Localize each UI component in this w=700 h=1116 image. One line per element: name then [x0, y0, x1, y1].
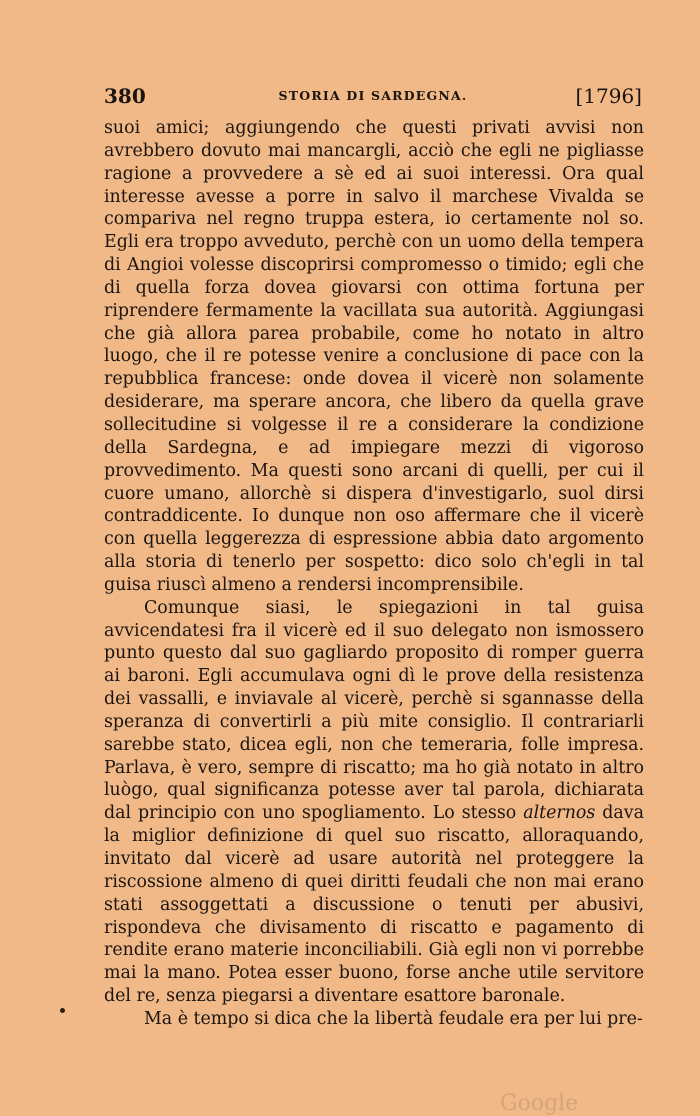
paragraph-text: Comunque siasi, le spiegazioni in tal guisa avvicendatesi fra il vicerè ed il suo delegato non ismossero punto questo dal suo gagliardo proposito di romper guerra ai baroni. Egli accumulava ogni dì le prove della resistenza dei vassalli, e inviavale al vicerè, perchè si sgannasse della speranza di convertirli a più mite consiglio. Il contrariarli sarebbe stato, dicea egli, non che temeraria, folle impresa. Parlava, è vero, sempre di riscatto; ma ho già notato in altro luògo, qual significanza potesse aver tal parola, dichiarata dal principio con uno spogliamento. Lo stesso: [104, 597, 644, 824]
body-text: [104, 117, 644, 1031]
italic-term: alternos: [523, 803, 596, 824]
page-header: [104, 84, 642, 110]
margin-dot: [60, 1008, 65, 1013]
running-title: STORIA DI SARDEGNA.: [278, 88, 468, 103]
paragraph: suoi amici; aggiungendo che questi privati avvisi non avrebbero dovuto mai mancargli, acciò che egli ne pigliasse ragione a provvedere a sè ed ai suoi interessi. Ora qual interesse avesse a porre in salvo il marchese Vivalda se compariva nel regno truppa estera, io certamente nol so. Egli era troppo avveduto, perchè con un uomo della tempera di Angioi volesse discoprirsi compromesso o timido; egli che di quella forza dovea giovarsi con ottima fortuna per riprendere fermamente la vacillata sua autorità. Aggiungasi che già allora parea probabile, come ho notato in altro luogo, che il re potesse venire a conclusione di pace con la repubblica francese: onde dovea il vicerè non solamente desiderare, ma sperare ancora, che libero da quella grave sollecitudine si volgesse il re a considerare la condizione della Sardegna, e ad impiegare mezzi di vigoroso provvedimento. Ma questi sono arcani di quelli, per cui il cuore umano, allorchè si dispera d'investigarlo, suol dirsi contraddicente. Io dunque non oso affermare che il vicerè con quella leggerezza di espressione abbia dato argomento alla storia di tenerlo per sospetto: dico solo ch'egli in tal guisa riuscì almeno a rendersi incomprensibile.: [104, 118, 644, 595]
watermark: Google: [500, 1091, 579, 1116]
page-number: 380: [104, 84, 146, 108]
paragraph: Ma è tempo si dica che la libertà feudale era per lui pre-: [144, 1008, 643, 1029]
paragraph-text: dava la miglior definizione di quel suo riscatto, alloraquando, invitato dal vicerè ad usare autorità nel proteggere la riscossione almeno di quei diritti feudali che non mai erano stati assoggettati a discussione o tenuti per abusivi, rispondeva che divisamento di riscatto e pagamento di rendite erano materie inconciliabili. Già egli non vi porrebbe mai la mano. Potea esser buono, forse anche utile servitore del re, senza piegarsi a diventare esattore baronale.: [104, 803, 644, 1007]
year-marker: [1796]: [575, 84, 642, 108]
paragraph: [104, 597, 644, 1008]
